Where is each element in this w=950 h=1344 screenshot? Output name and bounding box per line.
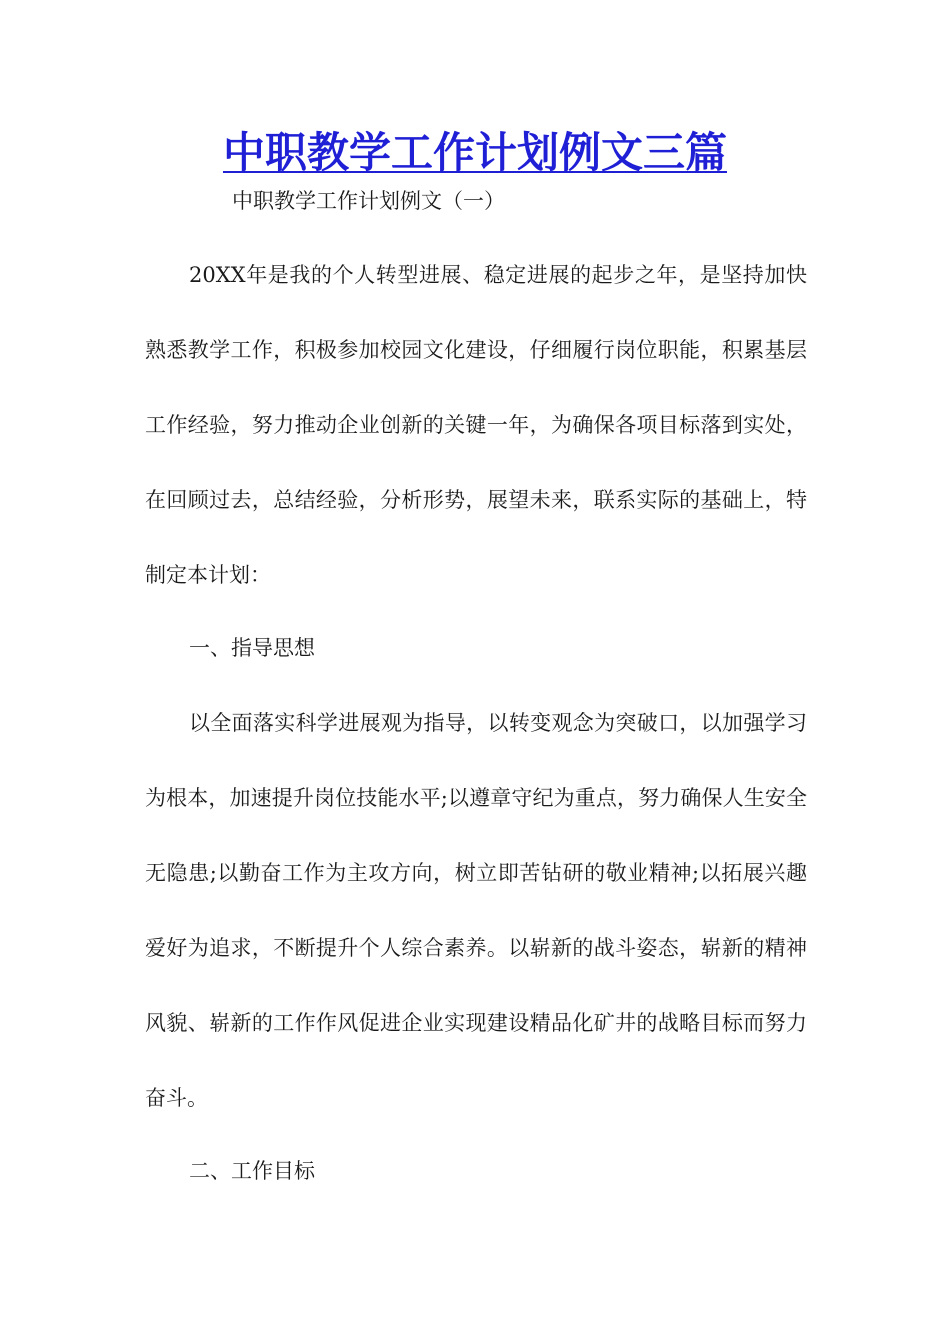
document-subtitle: 中职教学工作计划例文（一）: [232, 189, 505, 213]
intro-paragraph: 20XX年是我的个人转型进展、稳定进展的起步之年，是坚持加快熟悉教学工作，积极参加校园文化建设，仔细履行岗位职能，积累基层工作经验，努力推动企业创新的关键一年，为确保各项目标落到实处，在回顾过去，总结经验，分析形势，展望未来，联系实际的基础上，特制定本计划：: [145, 263, 807, 587]
guiding-ideology-paragraph: 以全面落实科学进展观为指导，以转变观念为突破口，以加强学习为根本，加速提升岗位技能水平;以遵章守纪为重点，努力确保人生安全无隐患;以勤奋工作为主攻方向，树立即苦钻研的敬业精神;以拓展兴趣爱好为追求，不断提升个人综合素养。以崭新的战斗姿态，崭新的精神风貌、崭新的工作作风促进企业实现建设精品化矿井的战略目标而努力奋斗。: [145, 711, 807, 1110]
section-heading-guiding-ideology: 一、指导思想: [189, 636, 315, 660]
document-title-link[interactable]: 中职教学工作计划例文三篇: [222, 128, 727, 177]
section-heading-work-goals: 二、工作目标: [189, 1159, 315, 1183]
